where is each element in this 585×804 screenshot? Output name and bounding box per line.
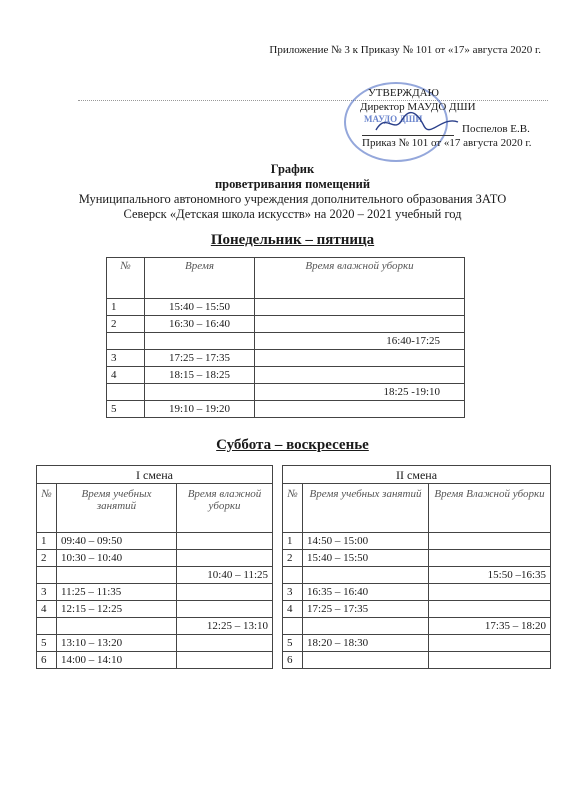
table-row (107, 367, 465, 384)
s1-clean (177, 550, 273, 567)
s2-num (283, 567, 303, 584)
s2-num: 1 (283, 533, 303, 550)
director-label: Директор МАУДО ДШИ (360, 101, 476, 113)
row-num: 4 (107, 367, 145, 384)
row-num: 3 (107, 350, 145, 367)
s2-num: 6 (283, 652, 303, 669)
s2-clean (429, 635, 551, 652)
s2-clean (429, 601, 551, 618)
s2-time (303, 618, 429, 635)
s2-clean (429, 533, 551, 550)
table-row (107, 350, 465, 367)
s1-col-num: № (37, 484, 57, 533)
s2-time: 18:20 – 18:30 (303, 635, 429, 652)
gap-cell (273, 533, 283, 550)
s1-num (37, 567, 57, 584)
s2-num: 3 (283, 584, 303, 601)
s1-time: 11:25 – 11:35 (57, 584, 177, 601)
gap-cell (273, 635, 283, 652)
table-row (107, 316, 465, 333)
s1-clean: 10:40 – 11:25 (177, 567, 273, 584)
order-ref: Приказ № 101 от «17 августа 2020 г. (362, 137, 532, 149)
table-row (107, 299, 465, 316)
gap-cell (273, 601, 283, 618)
row-time: 19:10 – 19:20 (145, 401, 255, 418)
s1-time (57, 567, 177, 584)
appendix-note: Приложение № 3 к Приказу № 101 от «17» августа 2020 г. (269, 44, 541, 56)
table-row (107, 384, 465, 401)
s1-col-time: Время учебных занятий (57, 484, 177, 533)
s1-clean (177, 635, 273, 652)
s1-num: 6 (37, 652, 57, 669)
table-row (37, 584, 551, 601)
table-row (37, 550, 551, 567)
s2-clean (429, 550, 551, 567)
s1-clean (177, 601, 273, 618)
table-row (37, 618, 551, 635)
row-clean (255, 350, 465, 367)
org-line-1: Муниципального автономного учреждения дополнительного образования ЗАТО (78, 192, 507, 206)
row-clean (255, 316, 465, 333)
s1-num: 3 (37, 584, 57, 601)
s1-time: 14:00 – 14:10 (57, 652, 177, 669)
table-row (37, 601, 551, 618)
s2-clean: 15:50 –16:35 (429, 567, 551, 584)
row-clean (255, 367, 465, 384)
table-row (107, 333, 465, 350)
gap-cell (273, 584, 283, 601)
shift-1-header: I смена (37, 466, 273, 484)
s2-clean: 17:35 – 18:20 (429, 618, 551, 635)
table-row (37, 635, 551, 652)
s2-num: 2 (283, 550, 303, 567)
s2-time: 17:25 – 17:35 (303, 601, 429, 618)
s1-clean (177, 652, 273, 669)
s1-col-clean: Время влажной уборки (177, 484, 273, 533)
s1-time (57, 618, 177, 635)
row-clean (255, 299, 465, 316)
col-time: Время (145, 258, 255, 299)
s1-num: 4 (37, 601, 57, 618)
s1-clean (177, 533, 273, 550)
s2-num (283, 618, 303, 635)
signatory-name: Поспелов Е.В. (462, 123, 530, 135)
row-num (107, 333, 145, 350)
s2-time (303, 567, 429, 584)
col-clean: Время влажной уборки (255, 258, 465, 299)
row-time: 18:15 – 18:25 (145, 367, 255, 384)
row-time: 16:30 – 16:40 (145, 316, 255, 333)
row-clean (255, 401, 465, 418)
org-line-2: Северск «Детская школа искусств» на 2020 – 2021 учебный год (123, 207, 462, 221)
s1-time: 12:15 – 12:25 (57, 601, 177, 618)
s1-num: 1 (37, 533, 57, 550)
s2-clean (429, 584, 551, 601)
s1-time: 10:30 – 10:40 (57, 550, 177, 567)
s1-time: 13:10 – 13:20 (57, 635, 177, 652)
row-clean: 16:40-17:25 (255, 333, 465, 350)
s1-clean (177, 584, 273, 601)
row-num: 2 (107, 316, 145, 333)
row-num: 5 (107, 401, 145, 418)
row-time: 17:25 – 17:35 (145, 350, 255, 367)
shift-2-header: II смена (283, 466, 551, 484)
s2-time: 14:50 – 15:00 (303, 533, 429, 550)
weekend-table (36, 465, 551, 669)
doc-subtitle: проветривания помещений (214, 177, 371, 191)
weekday-table (106, 257, 465, 418)
gap-cell (273, 652, 283, 669)
gap-cell (273, 550, 283, 567)
weekend-heading: Суббота – воскресенье (216, 437, 369, 453)
gap-cell (273, 618, 283, 635)
row-num (107, 384, 145, 401)
s2-time: 15:40 – 15:50 (303, 550, 429, 567)
approve-label: УТВЕРЖДАЮ (368, 87, 439, 99)
doc-title: График (270, 162, 315, 176)
s2-clean (429, 652, 551, 669)
row-clean: 18:25 -19:10 (255, 384, 465, 401)
weekday-heading: Понедельник – пятница (210, 232, 375, 248)
s1-time: 09:40 – 09:50 (57, 533, 177, 550)
row-time (145, 384, 255, 401)
s2-col-time: Время учебных занятий (303, 484, 429, 533)
s1-num: 2 (37, 550, 57, 567)
s1-num (37, 618, 57, 635)
signature-row (338, 122, 568, 136)
stamp-text: МАУДО ДШИ (364, 114, 423, 124)
row-num: 1 (107, 299, 145, 316)
approval-block (338, 86, 568, 150)
s2-num: 5 (283, 635, 303, 652)
col-num: № (107, 258, 145, 299)
s1-clean: 12:25 – 13:10 (177, 618, 273, 635)
row-time: 15:40 – 15:50 (145, 299, 255, 316)
s2-time (303, 652, 429, 669)
s2-num: 4 (283, 601, 303, 618)
s2-col-clean: Время Влажной уборки (429, 484, 551, 533)
table-row (37, 652, 551, 669)
row-time (145, 333, 255, 350)
s2-time: 16:35 – 16:40 (303, 584, 429, 601)
s2-col-num: № (283, 484, 303, 533)
shift-gap (273, 466, 283, 533)
s1-num: 5 (37, 635, 57, 652)
table-row (37, 533, 551, 550)
gap-cell (273, 567, 283, 584)
table-row (37, 567, 551, 584)
table-row (107, 401, 465, 418)
